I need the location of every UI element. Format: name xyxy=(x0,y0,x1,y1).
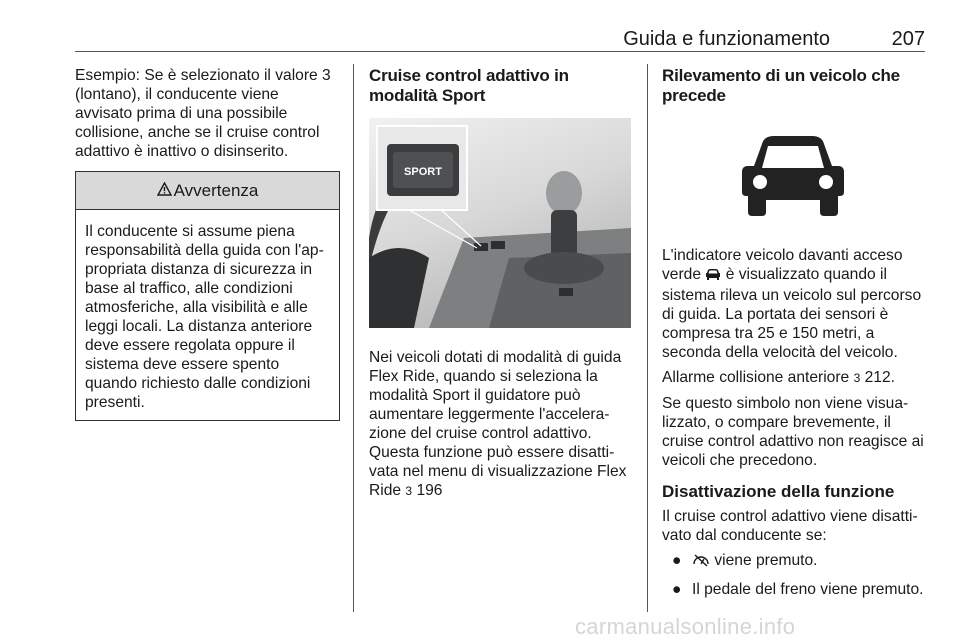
warning-triangle-icon xyxy=(157,181,172,200)
indicator-text-b: è visualizzato quando il sistema rileva un veicolo sul percorso di guida. La portata dei sensori è compresa tra 25 e 150 metri, a seconda della velocità del veicolo. xyxy=(662,266,922,361)
column-right xyxy=(662,66,927,607)
symbol-note-paragraph: Se questo simbolo non viene visua-lizzato, o compare brevemente, il cruise control adattivo non reagisce ai veicoli che precedono. xyxy=(662,395,924,469)
bullet-dot: ● xyxy=(672,552,682,569)
sport-mode-text: Nei veicoli dotati di modalità di guida Flex Ride, quando si seleziona la modalità Sport il guidatore può aumentare leggermente l'accelera-zione del cruise control adattivo. Questa funzione può essere disatti-vata nel menu di visualizzazione Flex Ride xyxy=(369,349,627,499)
list-item-text: Il pedale del freno viene premuto. xyxy=(692,581,924,598)
sport-mode-paragraph xyxy=(369,348,634,501)
warning-title: Avvertenza xyxy=(173,181,259,200)
list-item xyxy=(662,580,927,599)
list-item-text: viene premuto. xyxy=(714,552,818,569)
sport-button-label: SPORT xyxy=(404,166,442,178)
deactivation-intro: Il cruise control adattivo viene disatti-vato dal conducente se: xyxy=(662,508,918,544)
cruise-cancel-icon xyxy=(692,553,710,572)
page-number: 207 xyxy=(891,28,925,50)
header-title: Guida e funzionamento xyxy=(623,28,830,50)
column-divider-left xyxy=(353,64,354,612)
example-paragraph: Esempio: Se è selezionato il valore 3 (lontano), il conducente viene avvisato prima di una possibile collisione, anche se il cruise control adattivo è inattivo o disinserito. xyxy=(75,67,331,160)
bullet-dot: ● xyxy=(672,581,682,598)
alarm-paragraph xyxy=(662,368,927,388)
alarm-text: Allarme collisione anteriore xyxy=(662,369,850,386)
list-item xyxy=(662,551,927,572)
indicator-paragraph xyxy=(662,246,927,362)
warning-header xyxy=(76,172,339,210)
sport-button-illustration xyxy=(369,118,631,328)
column-middle xyxy=(369,66,634,507)
section-heading-sport: Cruise control adattivo in modalità Sport xyxy=(369,66,569,105)
page-header xyxy=(75,26,925,52)
section-heading-vehicle-ahead: Rilevamento di un veicolo che precede xyxy=(662,66,900,105)
sport-button-photo xyxy=(369,118,631,328)
vehicle-ahead-icon xyxy=(738,130,848,220)
column-divider-right xyxy=(647,64,648,612)
page-reference-arrow: 3 xyxy=(405,484,413,498)
warning-box xyxy=(75,171,340,421)
watermark: carmanualsonline.info xyxy=(575,614,796,639)
page-reference-number: 196 xyxy=(416,482,443,499)
column-left xyxy=(75,66,340,421)
indicator-text-a: L'indicatore veicolo davanti acceso verde xyxy=(662,247,903,283)
alarm-reference-number: 212. xyxy=(864,369,895,386)
warning-body: Il conducente si assume piena responsabilità della guida con l'ap-propriata distanza di sicurezza in base al traffico, alle condizioni atmosferiche, alla visibilità e alle leggi locali. La distanza anteriore deve essere regolata oppure il sistema deve essere spento quando richiesto dalle condizioni presenti. xyxy=(85,223,324,411)
vehicle-ahead-icon-panel xyxy=(662,120,924,230)
alarm-reference-arrow: 3 xyxy=(853,371,861,385)
deactivation-list xyxy=(662,551,927,599)
small-vehicle-icon xyxy=(705,267,721,286)
deactivation-heading: Disattivazione della funzione xyxy=(662,482,895,501)
